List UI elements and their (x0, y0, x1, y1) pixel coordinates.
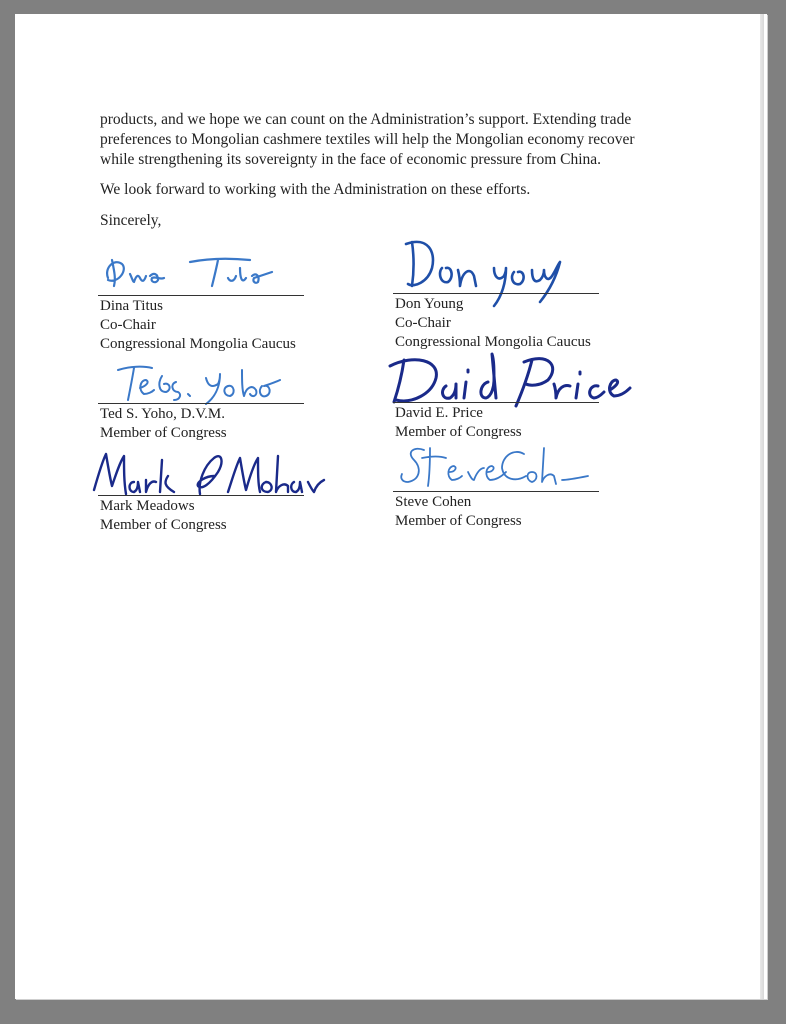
signature-line (393, 293, 599, 294)
signature-line (393, 491, 599, 492)
signatory-name: Mark Meadows (100, 498, 195, 514)
signatory-affiliation: Congressional Mongolia Caucus (100, 336, 296, 352)
signature-ted-yoho (110, 356, 290, 408)
signature-steve-cohen (392, 438, 592, 494)
signatory-block-steve-cohen (395, 493, 522, 531)
signatory-block-dina-titus (100, 297, 296, 354)
signatory-affiliation: Congressional Mongolia Caucus (395, 334, 591, 350)
signatory-name: Steve Cohen (395, 494, 472, 510)
signatory-title: Co-Chair (395, 315, 451, 331)
page-edge (760, 14, 764, 999)
signatory-title: Member of Congress (100, 425, 227, 441)
body-paragraph-1: products, and we hope we can count on the Administration’s support. Extending trade preferences to Mongolian cashmere textiles will help the Mongolian economy recover while strengthening its sovereignty in the face of economic pressure from China. (100, 111, 635, 168)
signatory-block-david-price (395, 404, 522, 442)
signature-mark-meadows (88, 446, 333, 502)
signatory-title: Co-Chair (100, 317, 156, 333)
signatory-block-don-young (395, 295, 591, 352)
signature-line (98, 495, 304, 496)
signatory-block-ted-yoho (100, 405, 227, 443)
signature-line (98, 295, 304, 296)
body-paragraph-2: We look forward to working with the Administration on these efforts. (100, 181, 531, 198)
signature-line (98, 403, 304, 404)
signatory-block-mark-meadows (100, 497, 227, 535)
closing-salutation: Sincerely, (100, 212, 162, 229)
signatory-name: David E. Price (395, 405, 483, 421)
signatory-title: Member of Congress (395, 424, 522, 440)
signatory-name: Dina Titus (100, 298, 163, 314)
signatory-name: Don Young (395, 296, 464, 312)
signature-line (393, 402, 599, 403)
signatory-title: Member of Congress (395, 513, 522, 529)
signatory-name: Ted S. Yoho, D.V.M. (100, 406, 225, 422)
signature-dina-titus (100, 248, 300, 296)
signatory-title: Member of Congress (100, 517, 227, 533)
